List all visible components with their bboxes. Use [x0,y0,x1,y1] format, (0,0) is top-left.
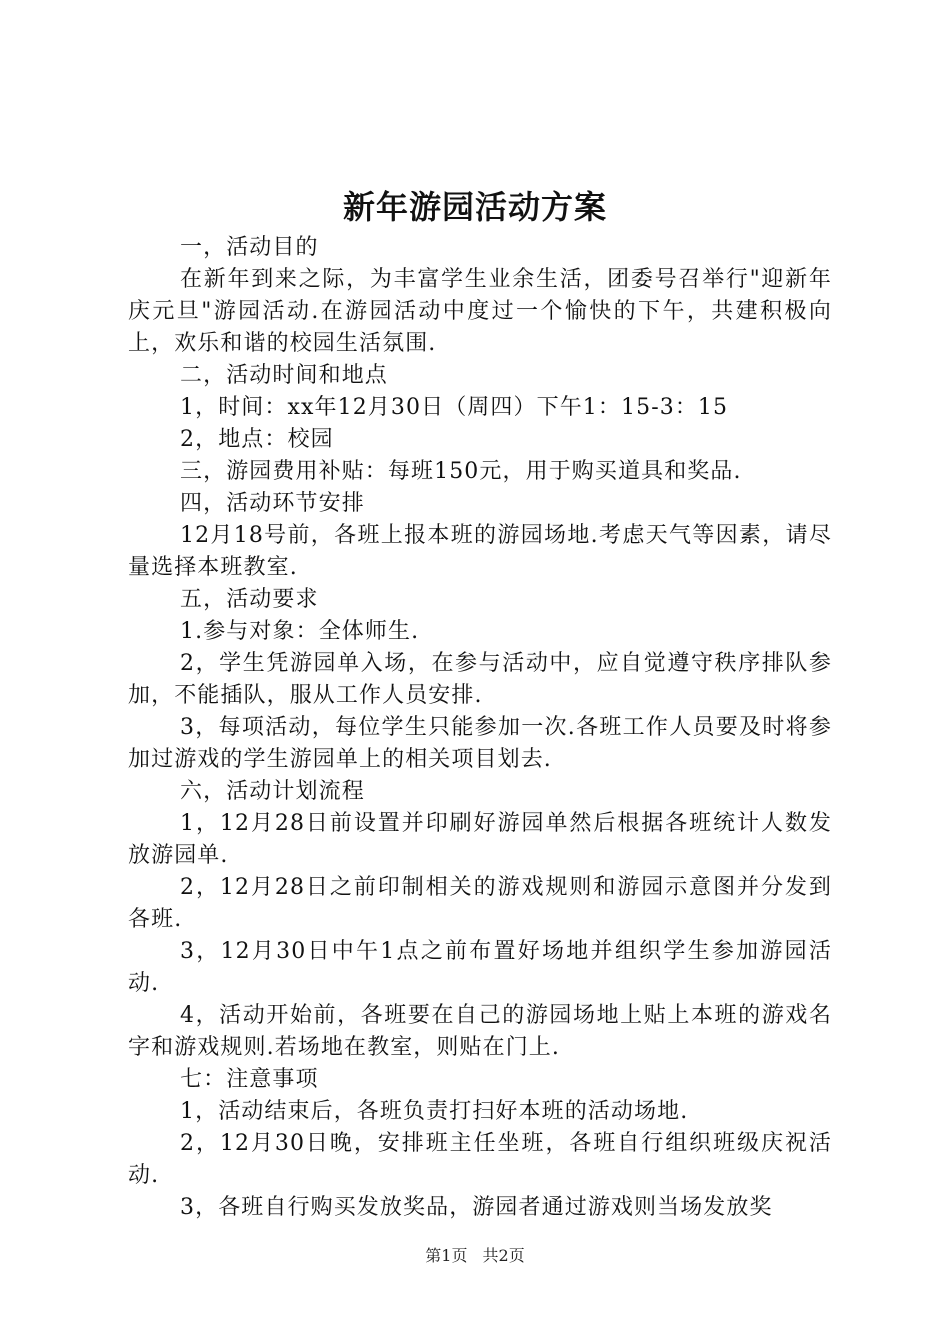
page-count: 共2页 [482,1246,525,1265]
paragraph: 2，地点：校园 [180,427,334,452]
page-number: 第1页 [425,1246,468,1265]
paragraph: 2，12月30日晚，安排班主任坐班，各班自行组织班级庆祝活动. [128,1131,832,1188]
section-heading: 六，活动计划流程 [180,779,365,804]
paragraph: 1，时间：xx年12月30日（周四）下午1：15-3：15 [180,395,729,420]
section-heading: 三，游园费用补贴：每班150元，用于购买道具和奖品. [180,459,742,484]
paragraph: 2，学生凭游园单入场，在参与活动中，应自觉遵守秩序排队参加，不能插队，服从工作人员安排. [128,651,832,708]
paragraph: 4，活动开始前，各班要在自己的游园场地上贴上本班的游戏名字和游戏规则.若场地在教室，则贴在门上. [128,1003,832,1060]
paragraph: 3，各班自行购买发放奖品，游园者通过游戏则当场发放奖 [180,1195,773,1220]
paragraph: 在新年到来之际，为丰富学生业余生活，团委号召举行"迎新年庆元旦"游园活动.在游园活动中度过一个愉快的下午，共建积极向上，欢乐和谐的校园生活氛围. [128,267,832,356]
section-heading: 二，活动时间和地点 [180,363,388,388]
document-title: 新年游园活动方案 [342,188,607,226]
paragraph: 2，12月28日之前印制相关的游戏规则和游园示意图并分发到各班. [128,875,832,932]
document-body [128,232,832,1224]
section-heading: 七：注意事项 [180,1067,319,1092]
paragraph: 3，每项活动，每位学生只能参加一次.各班工作人员要及时将参加过游戏的学生游园单上的相关项目划去. [128,715,832,772]
section-heading: 一，活动目的 [180,235,319,260]
paragraph: 3，12月30日中午1点之前布置好场地并组织学生参加游园活动. [128,939,832,996]
section-heading: 五，活动要求 [180,587,319,612]
section-heading: 四，活动环节安排 [180,491,365,516]
page-footer [0,1244,950,1268]
paragraph: 1，12月28日前设置并印刷好游园单然后根据各班统计人数发放游园单. [128,811,832,868]
paragraph: 1，活动结束后，各班负责打扫好本班的活动场地. [180,1099,689,1124]
paragraph: 1.参与对象：全体师生. [180,619,420,644]
paragraph: 12月18号前，各班上报本班的游园场地.考虑天气等因素，请尽量选择本班教室. [128,523,832,580]
